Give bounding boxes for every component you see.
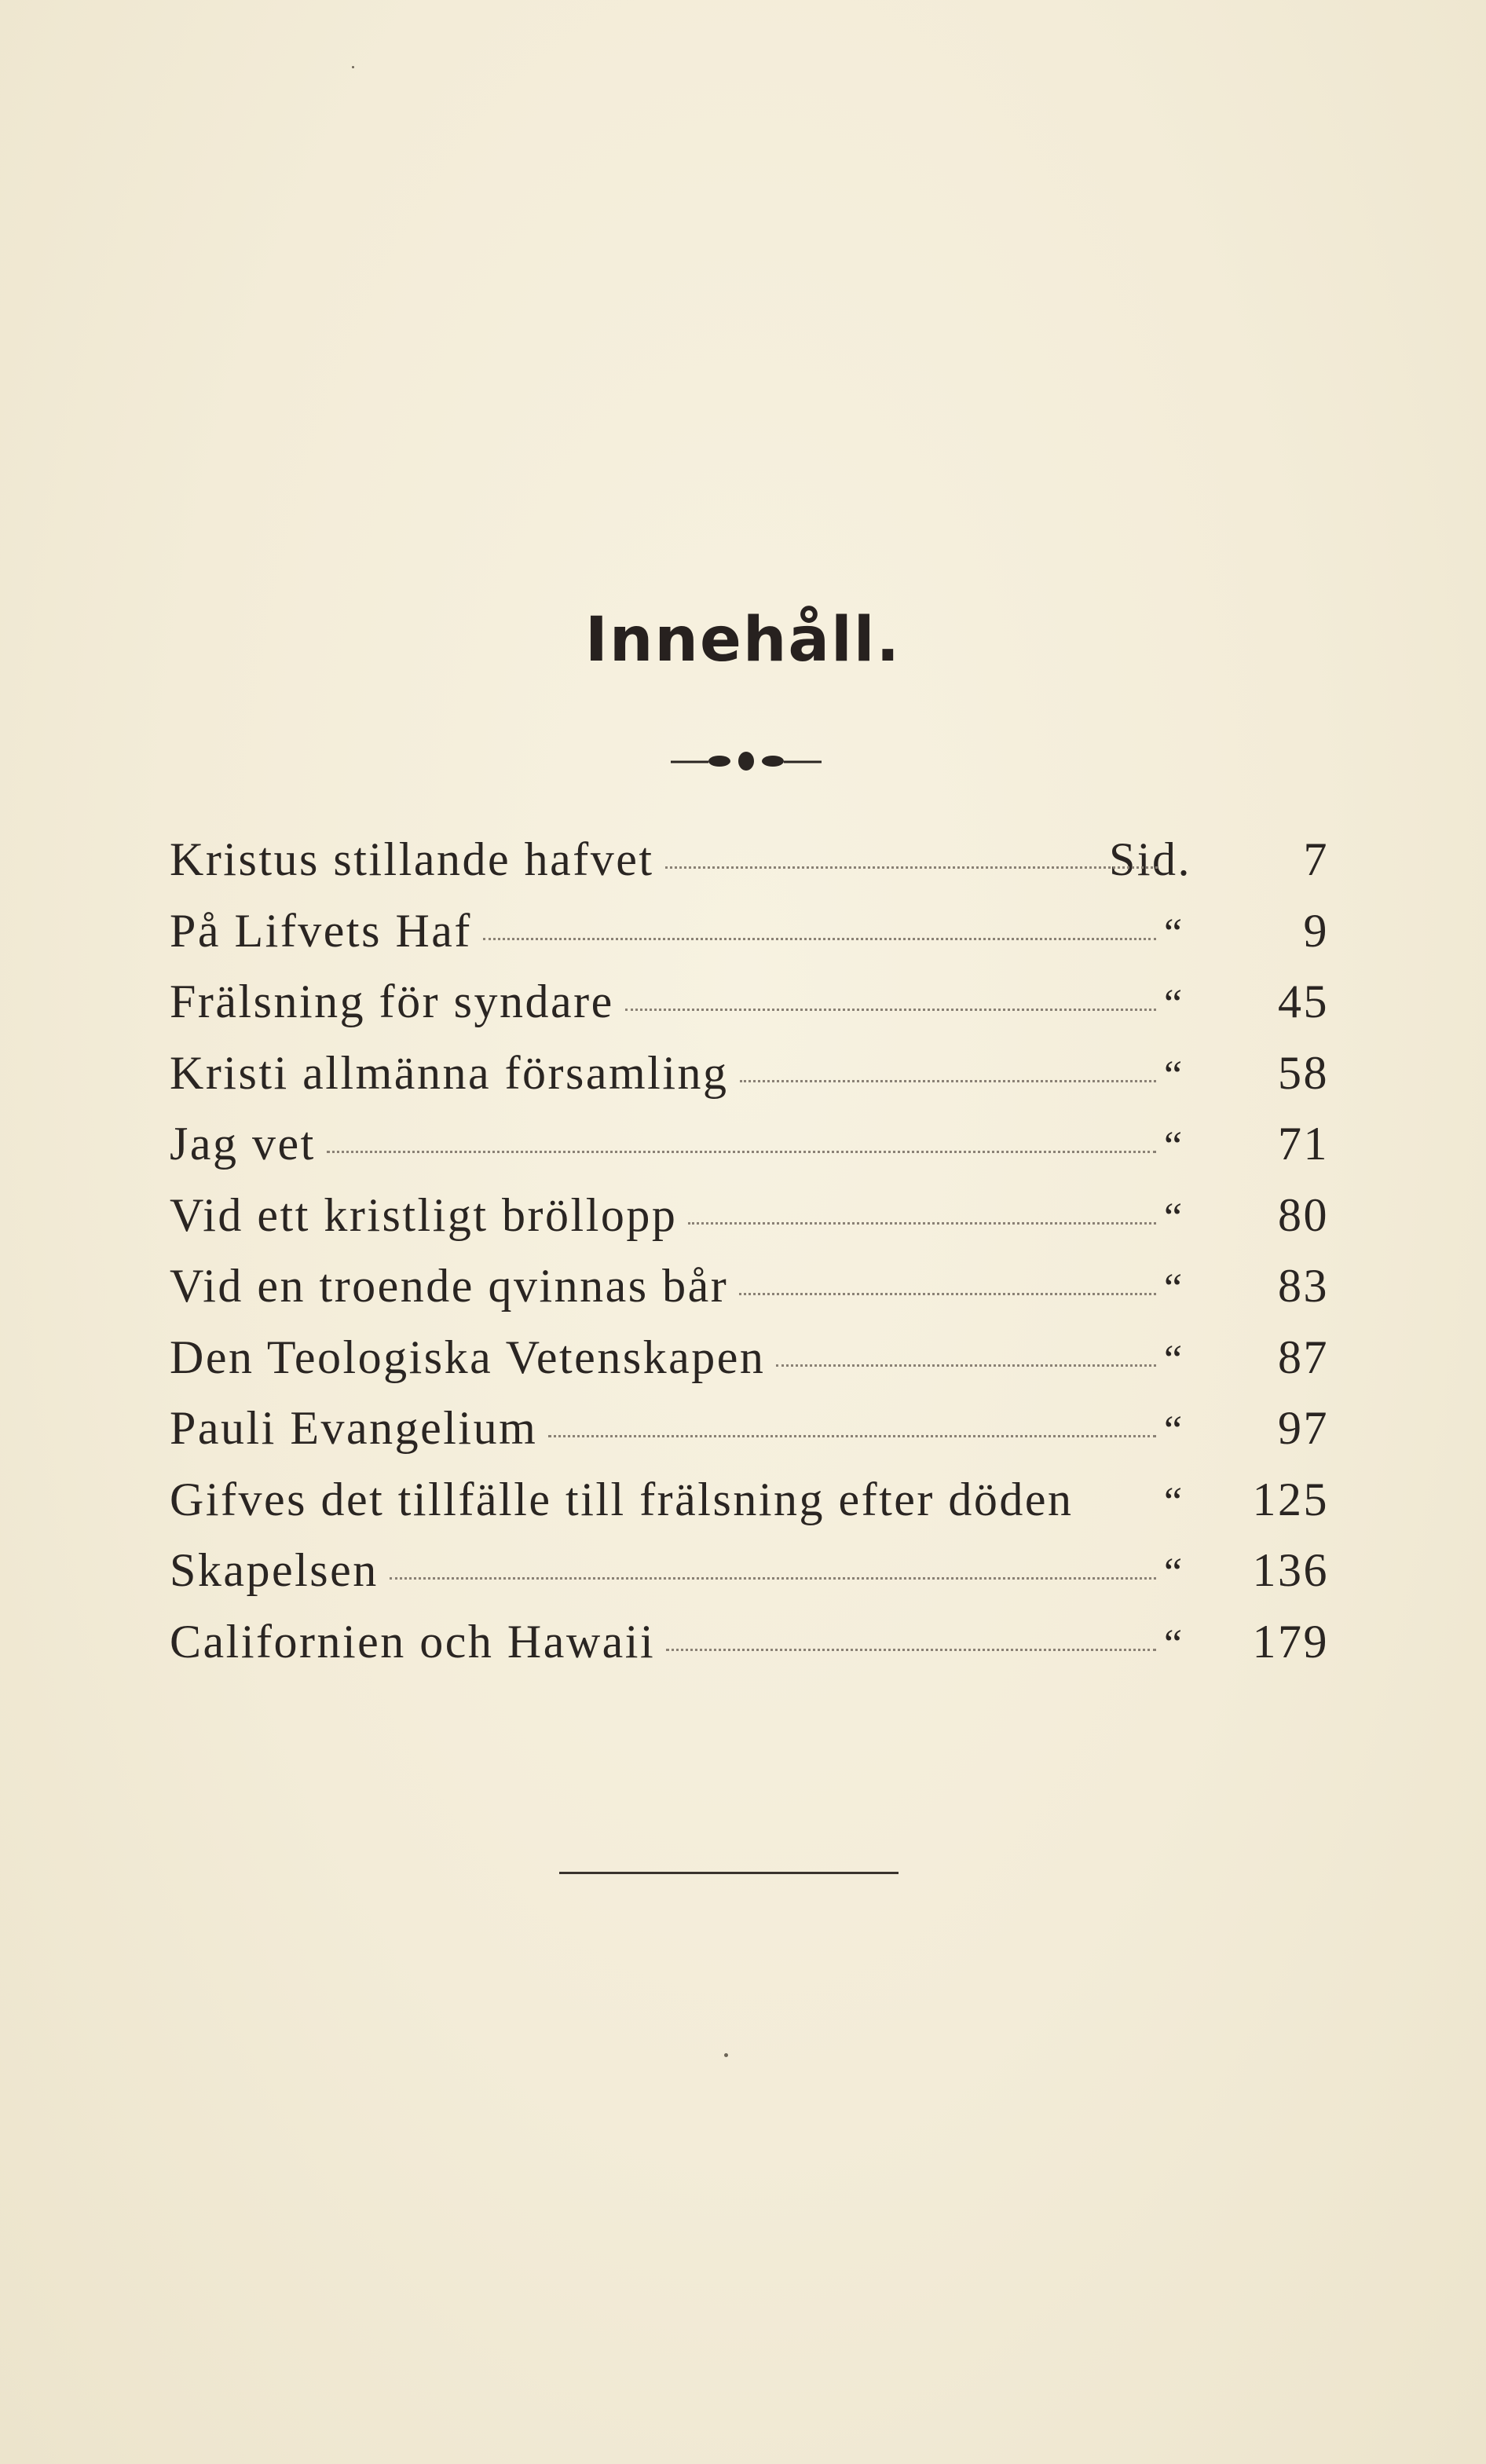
toc-entry-page: 9 (1303, 904, 1329, 957)
toc-entry-page: 179 (1252, 1615, 1329, 1668)
toc-entry (170, 1117, 1329, 1188)
toc-entry-title: Gifves det tillfälle till frälsning efter döden (170, 1473, 1074, 1525)
toc-entry-marker: “ (1164, 1408, 1184, 1453)
toc-entry-title: Pauli Evangelium (170, 1402, 538, 1454)
toc-entry-page: 58 (1278, 1046, 1329, 1099)
closing-rule (559, 1872, 899, 1874)
toc-entry (170, 1259, 1329, 1331)
toc-entry-page: 83 (1278, 1260, 1329, 1312)
toc-entry-title: Vid en troende qvinnas bår (170, 1260, 729, 1312)
toc-entry-marker: “ (1164, 1337, 1184, 1382)
toc-entry-title: På Lifvets Haf (170, 904, 472, 957)
dot-leader (665, 866, 1158, 869)
toc-entry-page: 125 (1252, 1473, 1329, 1525)
dot-leader (740, 1080, 1156, 1082)
dot-leader (327, 1151, 1156, 1153)
page-title: Innehåll. (584, 605, 902, 675)
table-of-contents (170, 833, 1329, 1686)
toc-entry (170, 1401, 1329, 1473)
paper-speck (352, 66, 354, 68)
toc-entry-page: 7 (1303, 833, 1329, 885)
toc-entry-page: 97 (1278, 1402, 1329, 1454)
toc-entry-page: 136 (1252, 1544, 1329, 1596)
dot-leader (1085, 1507, 1156, 1509)
toc-entry-page: 71 (1278, 1118, 1329, 1170)
toc-entry-marker: “ (1164, 1621, 1184, 1667)
toc-entry-title: Jag vet (170, 1118, 316, 1170)
toc-entry (170, 1331, 1329, 1402)
toc-entry-marker: “ (1164, 910, 1184, 956)
toc-entry (170, 975, 1329, 1046)
fleuron-divider-icon (668, 745, 825, 776)
toc-entry-marker: Sid. (1109, 833, 1192, 885)
toc-entry (170, 1543, 1329, 1615)
toc-entry-marker: “ (1164, 1124, 1184, 1169)
toc-entry-marker: “ (1164, 1266, 1184, 1311)
toc-entry-marker: “ (1164, 1479, 1184, 1525)
toc-entry (170, 1615, 1329, 1686)
toc-entry-page: 87 (1278, 1331, 1329, 1383)
dot-leader (739, 1293, 1156, 1295)
dot-leader (390, 1577, 1156, 1580)
toc-entry-page: 80 (1278, 1188, 1329, 1241)
toc-entry (170, 1473, 1329, 1544)
dot-leader (483, 938, 1156, 940)
dot-leader (776, 1364, 1156, 1367)
toc-entry-title: Kristi allmänna församling (170, 1046, 729, 1099)
dot-leader (625, 1009, 1156, 1011)
toc-entry-marker: “ (1164, 1551, 1184, 1595)
toc-entry-title: Frälsning för syndare (170, 976, 614, 1027)
paper-speck (724, 2053, 728, 2057)
dot-leader (666, 1649, 1156, 1651)
toc-entry-marker: “ (1164, 1195, 1184, 1240)
toc-entry-page: 45 (1278, 976, 1329, 1027)
toc-entry-title: Kristus stillande hafvet (170, 833, 654, 885)
toc-entry (170, 833, 1329, 904)
toc-entry-title: Vid ett kristligt bröllopp (170, 1188, 678, 1241)
toc-entry-title: Californien och Hawaii (170, 1615, 656, 1668)
toc-entry-title: Den Teologiska Vetenskapen (170, 1331, 766, 1383)
dot-leader (688, 1222, 1156, 1225)
toc-entry (170, 1188, 1329, 1260)
toc-entry (170, 1046, 1329, 1118)
toc-entry (170, 904, 1329, 976)
toc-entry-marker: “ (1164, 982, 1184, 1027)
dot-leader (548, 1435, 1156, 1437)
toc-entry-marker: “ (1164, 1053, 1184, 1098)
toc-entry-title: Skapelsen (170, 1544, 379, 1596)
